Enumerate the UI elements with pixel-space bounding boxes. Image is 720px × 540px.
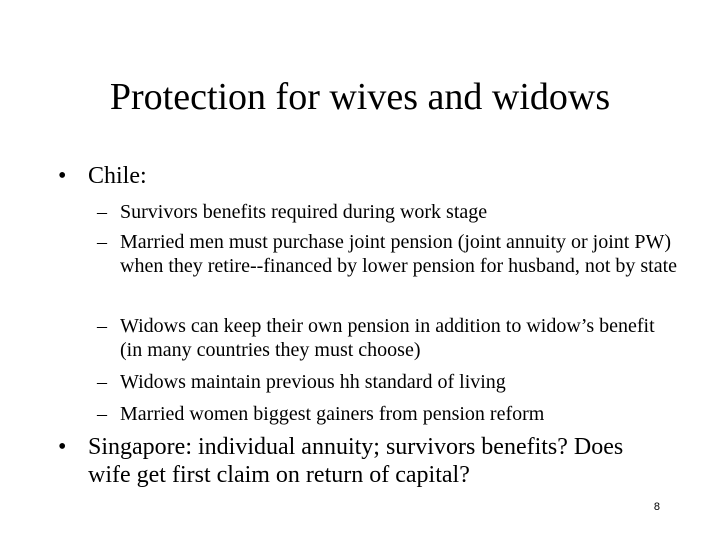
slide-title: Protection for wives and widows (109, 76, 611, 118)
subbullet-text: Married men must purchase joint pension (joint annuity or joint PW) when they retire--financed by lower pension for husband, not by state (120, 231, 678, 277)
page-number: 8 (653, 501, 660, 513)
subbullet-text: Married women biggest gainers from pension reform (120, 403, 545, 425)
subbullet-marker: – (97, 231, 107, 253)
bullet-marker: • (58, 434, 67, 460)
subbullet-marker: – (97, 403, 107, 425)
subbullet-marker: – (97, 201, 107, 223)
bullet-text: Chile: (88, 163, 147, 189)
bullet-text: Singapore: individual annuity; survivors benefits? Does wife get first claim on return of capital? (88, 434, 624, 488)
subbullet-text: Survivors benefits required during work stage (120, 201, 488, 223)
bullet-marker: • (58, 163, 67, 189)
subbullet-text: Widows maintain previous hh standard of living (120, 371, 506, 393)
subbullet-marker: – (97, 371, 107, 393)
subbullet-marker: – (97, 315, 107, 337)
subbullet-text: Widows can keep their own pension in addition to widow’s benefit (in many countries they must choose) (120, 315, 655, 361)
